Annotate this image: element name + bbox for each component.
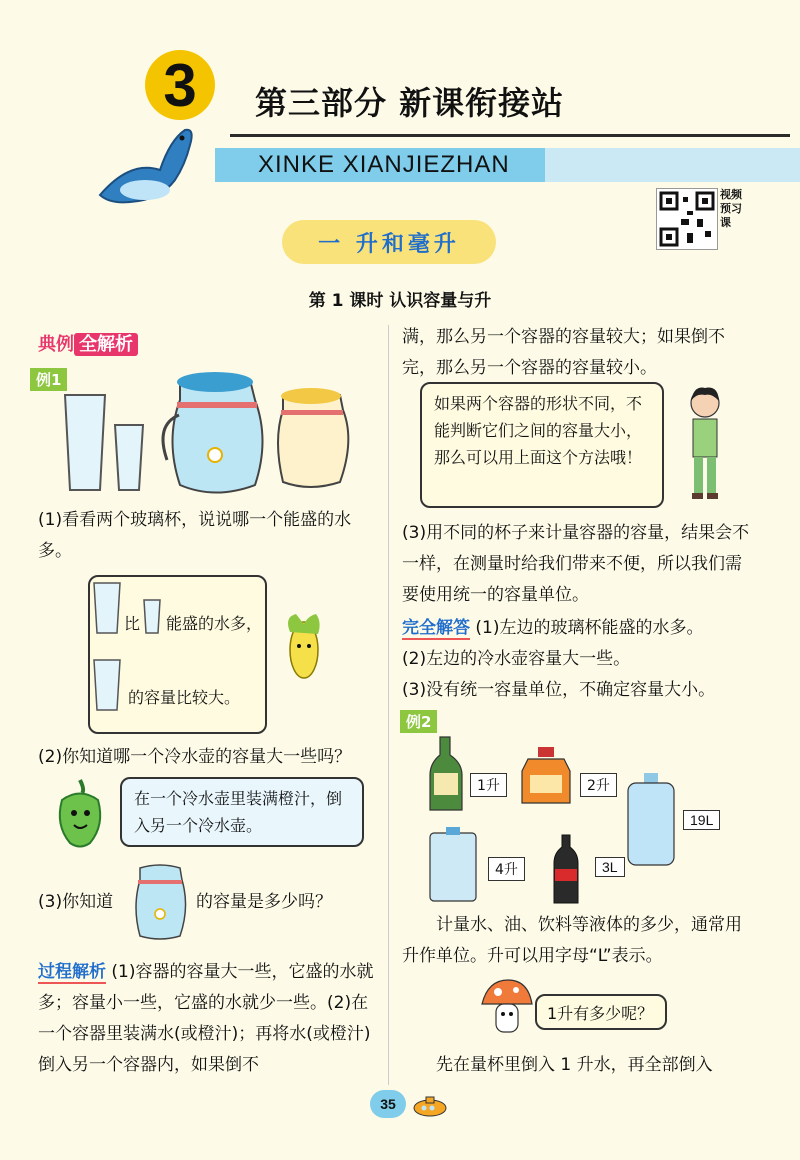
- answer-3: (3)没有统一容量单位，不确定容量大小。: [402, 680, 716, 700]
- bubble1-line1-a: 比: [124, 614, 141, 633]
- speech-bubble-3: [420, 382, 664, 508]
- question-1: (1)看看两个玻璃杯，说说哪一个能盛的水多。: [38, 510, 352, 561]
- paragraph-3: (3)用不同的杯子来计量容器的容量，结果会不一样，在测量时给我们带来不便，所以我们需要使用统一的容量单位。: [402, 523, 750, 605]
- analysis-text: (1)容器的容量大一些，它盛的水就多；容量小一些，它盛的水就少一些。(2)在一个容器里装满水(或橙汁)；再将水(或橙汁)倒入另一个容器内，如果倒不: [38, 962, 374, 1075]
- column-divider: [388, 325, 389, 1085]
- part-number-badge: 3: [145, 50, 215, 120]
- container-label-3: 19L: [683, 810, 720, 830]
- kettle-icon: [128, 862, 192, 942]
- page-number: 35: [370, 1090, 406, 1118]
- subtitle-pinyin: XINKE XIANJIEZHAN: [258, 151, 510, 178]
- page-title: 第三部分 新课衔接站: [255, 84, 565, 122]
- example-2-label-text: 例2: [400, 710, 437, 733]
- question-3-b: 的容量是多少吗？: [196, 892, 332, 912]
- question-3-a: (3)你知道: [38, 892, 114, 912]
- corn-mascot-illustration: [282, 612, 327, 687]
- submarine-icon: [410, 1094, 450, 1118]
- glasses-and-kettles-illustration: [55, 370, 375, 500]
- speech-bubble-2: [120, 777, 364, 847]
- example-header: [38, 330, 138, 356]
- qr-code[interactable]: [656, 188, 718, 250]
- subtitle-band-tail: [545, 148, 800, 182]
- girl-illustration: [682, 385, 728, 503]
- qr-caption: 视频预习课: [720, 188, 742, 229]
- bubble3-text: 如果两个容器的形状不同，不能判断它们之间的容量大小，那么可以用上面这个方法哦！: [434, 394, 643, 467]
- bubble2-text: 在一个冷水壶里装满橙汁，倒入另一个冷水壶。: [134, 789, 343, 835]
- answer-1: (1)左边的玻璃杯能盛的水多。: [475, 618, 704, 638]
- paragraph-last: 先在量杯里倒入 1 升水，再全部倒入: [436, 1055, 713, 1075]
- container-label-5: 3L: [595, 857, 625, 877]
- answer-2: (2)左边的冷水壶容量大一些。: [402, 649, 631, 669]
- paragraph-units: 计量水、油、饮料等液体的多少，通常用升作单位。升可以用字母“L”表示。: [402, 915, 742, 966]
- bubble1-line2: 的容量比较大。: [128, 688, 241, 707]
- container-label-4: 4升: [488, 857, 525, 881]
- example-1-label-text: 例1: [30, 368, 67, 391]
- mushroom-mascot-illustration: [478, 978, 533, 1038]
- speech-bubble-4: [535, 994, 667, 1030]
- container-label-1: 1升: [470, 773, 507, 797]
- bubble1-line1-b: 能盛的水多，: [166, 614, 263, 633]
- example-header-tag: 全解析: [74, 333, 138, 356]
- container-label-2: 2升: [580, 773, 617, 797]
- example-header-main: 典例: [38, 334, 74, 355]
- lesson-title: 第 1 课时 认识容量与升: [308, 291, 492, 311]
- analysis-block: [38, 957, 378, 1081]
- analysis-label: 过程解析: [38, 962, 106, 982]
- seal-mascot-illustration: [90, 120, 210, 210]
- example-2-label: [400, 710, 437, 733]
- answer-line-1: [402, 613, 704, 644]
- bubble4-text: 1升有多少呢？: [547, 1004, 654, 1023]
- question-2: (2)你知道哪一个冷水壶的容量大一些吗？: [38, 747, 352, 767]
- analysis-continuation: 满，那么另一个容器的容量较大；如果倒不完，那么另一个容器的容量较小。: [402, 327, 725, 378]
- answer-label: 完全解答: [402, 618, 470, 638]
- section-title: 一 升和毫升: [282, 220, 496, 264]
- pepper-mascot-illustration: [50, 775, 110, 855]
- title-rule: [230, 134, 790, 137]
